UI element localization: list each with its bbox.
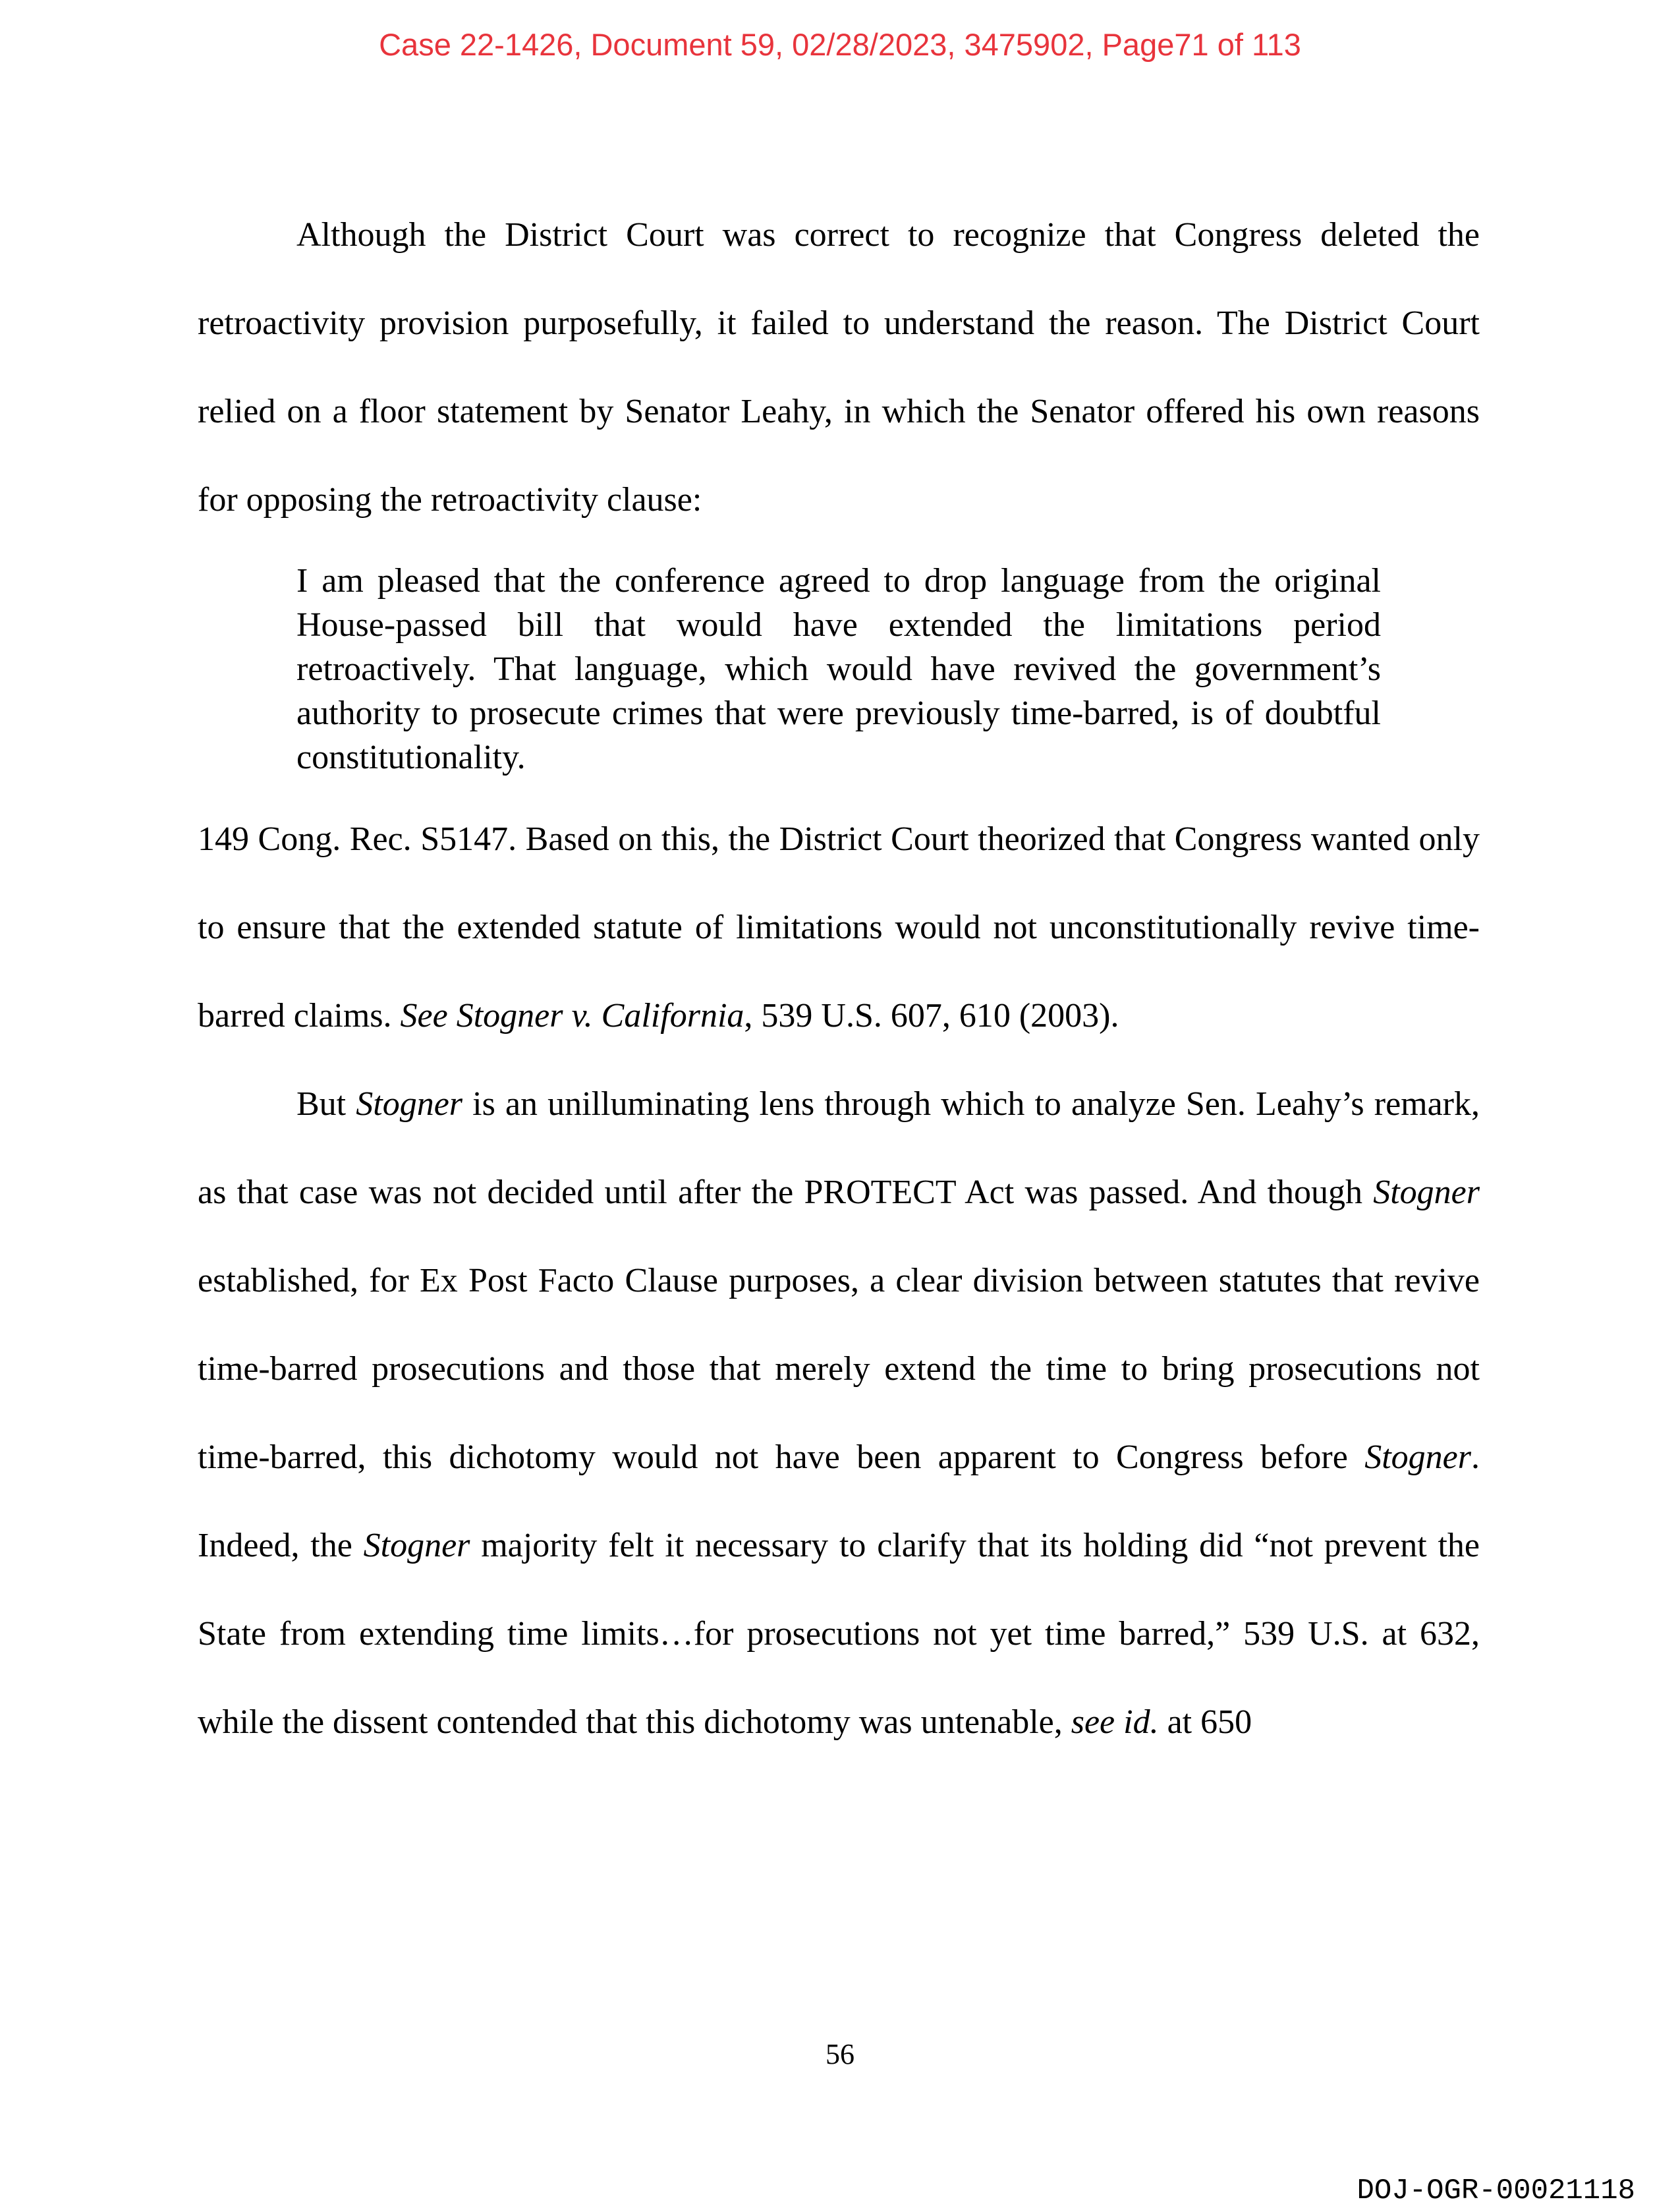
case-name-italic: Stogner bbox=[356, 1085, 463, 1123]
paragraph-district-court-reason: Although the District Court was correct to recognize that Congress deleted the retroactivity provision purposefully, it failed to understand the reason. The District Court relied on a floor statement by Senator Leahy, in which the Senator offered his own reasons for opposing the retroactivity clause: bbox=[198, 216, 1480, 519]
text-run: at 650 bbox=[1158, 1703, 1252, 1741]
case-name-italic: Stogner bbox=[1373, 1174, 1480, 1211]
signal-see-id-italic: see id. bbox=[1071, 1703, 1159, 1741]
text-run: , 539 U.S. 607, 610 (2003). bbox=[744, 997, 1119, 1035]
case-name-italic: Stogner bbox=[363, 1527, 470, 1564]
document-body bbox=[198, 191, 1480, 1767]
paragraph-cong-rec-citation bbox=[198, 795, 1480, 1060]
page-number: 56 bbox=[826, 2038, 854, 2070]
text-run: is an unilluminating lens through which to analyze Sen. Leahy’s remark, as that case was not decided until after the PROTECT Act was passed. And though bbox=[198, 1085, 1480, 1211]
case-citation-italic: See Stogner v. California bbox=[400, 997, 744, 1035]
bates-number: DOJ-OGR-00021118 bbox=[1357, 2174, 1635, 2207]
text-run: But bbox=[296, 1085, 356, 1123]
case-name-italic: Stogner bbox=[1364, 1438, 1471, 1476]
text-run: established, for Ex Post Facto Clause purposes, a clear division between statutes that revive time-barred prosecutions and those that merely extend the time to bring prosecutions not time-barred, this dichotomy would not have been apparent to Congress before bbox=[198, 1262, 1480, 1476]
text-run: 149 Cong. Rec. S5147. Based on this, the District Court theorized that Congress wanted only to ensure that the extended statute of limitations would not unconstitutionally revive time-barred claims. bbox=[198, 820, 1480, 1035]
paragraph-stogner-analysis bbox=[198, 1060, 1480, 1767]
block-quote-leahy-statement: I am pleased that the conference agreed to drop language from the original House-passed bill that would have extended the limitations period retroactively. That language, which would have revived the government’s authority to prosecute crimes that were previously time-barred, is of doubtful constitutionality. bbox=[296, 562, 1381, 776]
text-run: . Indeed, the bbox=[198, 1438, 1480, 1564]
case-header-stamp: Case 22-1426, Document 59, 02/28/2023, 3475902, Page71 of 113 bbox=[379, 27, 1301, 62]
text-run: majority felt it necessary to clarify that its holding did “not prevent the State from extending time limits…for prosecutions not yet time barred,” 539 U.S. at 632, while the dissent contended that this dichotomy was untenable, bbox=[198, 1527, 1480, 1741]
